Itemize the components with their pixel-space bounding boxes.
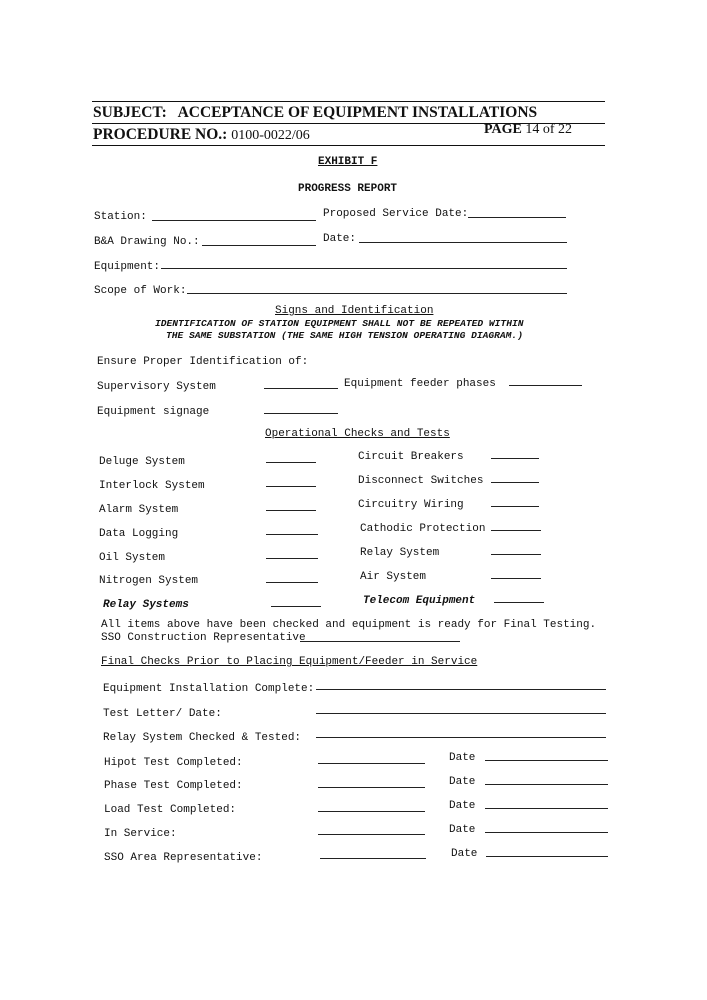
check-item-oil-system: Oil System — [99, 552, 166, 564]
procedure-number: 0100-0022/06 — [231, 128, 310, 143]
header-top-rule — [92, 101, 605, 102]
equipment-signage-label: Equipment signage — [97, 406, 210, 418]
drawing-no-field[interactable] — [202, 245, 316, 246]
sso-area-rep-date-field[interactable] — [486, 856, 608, 857]
test-letter-date-field[interactable] — [316, 713, 606, 714]
supervisory-system-label: Supervisory System — [97, 381, 216, 393]
subject-label: SUBJECT: — [93, 104, 167, 121]
telecom-equipment-field[interactable] — [494, 602, 544, 603]
check-item-relay-system: Relay System — [360, 547, 440, 559]
check-item-alarm-system: Alarm System — [99, 504, 179, 516]
equipment-signage-field[interactable] — [264, 413, 338, 414]
check-item-data-logging: Data Logging — [99, 528, 179, 540]
disconnect-switches-field[interactable] — [491, 482, 539, 483]
page-of: of 22 — [542, 122, 573, 137]
sso-area-rep-date-label: Date — [451, 848, 478, 860]
circuit-breakers-field[interactable] — [491, 458, 539, 459]
check-item-telecom-equipment: Telecom Equipment — [363, 595, 476, 607]
equipment-field[interactable] — [161, 268, 567, 269]
test-letter-date-label: Test Letter/ Date: — [103, 708, 222, 720]
in-service-date-field[interactable] — [485, 832, 608, 833]
check-item-circuit-breakers: Circuit Breakers — [358, 451, 464, 463]
page-number: 14 — [525, 122, 540, 137]
subject-value: ACCEPTANCE OF EQUIPMENT INSTALLATIONS — [177, 104, 538, 121]
subject-line — [93, 104, 537, 122]
equipment-label: Equipment: — [94, 261, 161, 273]
drawing-no-label: B&A Drawing No.: — [94, 236, 200, 248]
oil-system-field[interactable] — [266, 558, 318, 559]
load-test-label: Load Test Completed: — [104, 804, 237, 816]
phase-date-field[interactable] — [485, 784, 608, 785]
check-item-circuitry-wiring: Circuitry Wiring — [358, 499, 464, 511]
phase-test-field[interactable] — [318, 787, 425, 788]
hipot-date-field[interactable] — [485, 760, 608, 761]
proposed-service-date-label: Proposed Service Date: — [323, 208, 469, 220]
check-item-nitrogen-system: Nitrogen System — [99, 575, 199, 587]
procedure-label: PROCEDURE NO.: — [93, 126, 228, 143]
header-bottom-rule — [92, 145, 605, 146]
warning-line-2: THE SAME SUBSTATION (THE SAME HIGH TENSION OPERATING DIAGRAM.) — [166, 330, 523, 341]
equipment-feeder-phases-label: Equipment feeder phases — [344, 378, 496, 390]
phase-test-label: Phase Test Completed: — [104, 780, 243, 792]
alarm-system-field[interactable] — [266, 510, 316, 511]
load-date-field[interactable] — [485, 808, 608, 809]
circuitry-wiring-field[interactable] — [491, 506, 539, 507]
in-service-label: In Service: — [104, 828, 177, 840]
supervisory-system-field[interactable] — [264, 388, 338, 389]
check-item-interlock-system: Interlock System — [99, 480, 205, 492]
sso-construction-rep-field[interactable] — [300, 641, 460, 642]
scope-of-work-field[interactable] — [187, 293, 567, 294]
hipot-test-label: Hipot Test Completed: — [104, 757, 243, 769]
check-item-air-system: Air System — [360, 571, 427, 583]
date-field[interactable] — [359, 242, 567, 243]
relay-system-field[interactable] — [491, 554, 541, 555]
procedure-line — [93, 126, 310, 144]
nitrogen-system-field[interactable] — [266, 582, 318, 583]
air-system-field[interactable] — [491, 578, 541, 579]
data-logging-field[interactable] — [266, 534, 318, 535]
phase-date-label: Date — [449, 776, 476, 788]
relay-system-checked-field[interactable] — [316, 737, 606, 738]
ensure-identification-label: Ensure Proper Identification of: — [97, 356, 309, 368]
exhibit-label: EXHIBIT F — [318, 156, 378, 168]
scope-of-work-label: Scope of Work: — [94, 285, 187, 297]
sso-area-rep-label: SSO Area Representative: — [104, 852, 263, 864]
signs-heading: Signs and Identification — [275, 305, 434, 317]
cathodic-protection-field[interactable] — [491, 530, 541, 531]
date-label: Date: — [323, 233, 357, 245]
relay-system-checked-label: Relay System Checked & Tested: — [103, 732, 302, 744]
in-service-date-label: Date — [449, 824, 476, 836]
interlock-system-field[interactable] — [266, 486, 316, 487]
check-item-cathodic-protection: Cathodic Protection — [360, 523, 486, 535]
page-indicator — [484, 122, 572, 138]
in-service-field[interactable] — [318, 834, 425, 835]
operational-heading: Operational Checks and Tests — [265, 428, 450, 440]
check-item-disconnect-switches: Disconnect Switches — [358, 475, 484, 487]
equipment-installation-complete-field[interactable] — [316, 689, 606, 690]
sso-construction-rep-label: SSO Construction Representative — [101, 632, 306, 644]
relay-systems-field[interactable] — [271, 606, 321, 607]
report-title: PROGRESS REPORT — [298, 183, 398, 195]
check-item-deluge-system: Deluge System — [99, 456, 185, 468]
sso-area-rep-field[interactable] — [320, 858, 426, 859]
equipment-installation-complete-label: Equipment Installation Complete: — [103, 683, 315, 695]
load-date-label: Date — [449, 800, 476, 812]
proposed-service-date-field[interactable] — [468, 217, 566, 218]
station-field[interactable] — [152, 220, 316, 221]
ready-statement: All items above have been checked and equipment is ready for Final Testing. — [101, 619, 597, 631]
hipot-date-label: Date — [449, 752, 476, 764]
hipot-test-field[interactable] — [318, 763, 425, 764]
check-item-relay-systems: Relay Systems — [103, 599, 189, 611]
load-test-field[interactable] — [318, 811, 425, 812]
warning-line-1: IDENTIFICATION OF STATION EQUIPMENT SHALL NOT BE REPEATED WITHIN — [155, 318, 524, 329]
station-label: Station: — [94, 211, 147, 223]
equipment-feeder-phases-field[interactable] — [509, 385, 582, 386]
page-label: PAGE — [484, 122, 522, 137]
final-checks-heading: Final Checks Prior to Placing Equipment/Feeder in Service — [101, 656, 478, 668]
deluge-system-field[interactable] — [266, 462, 316, 463]
